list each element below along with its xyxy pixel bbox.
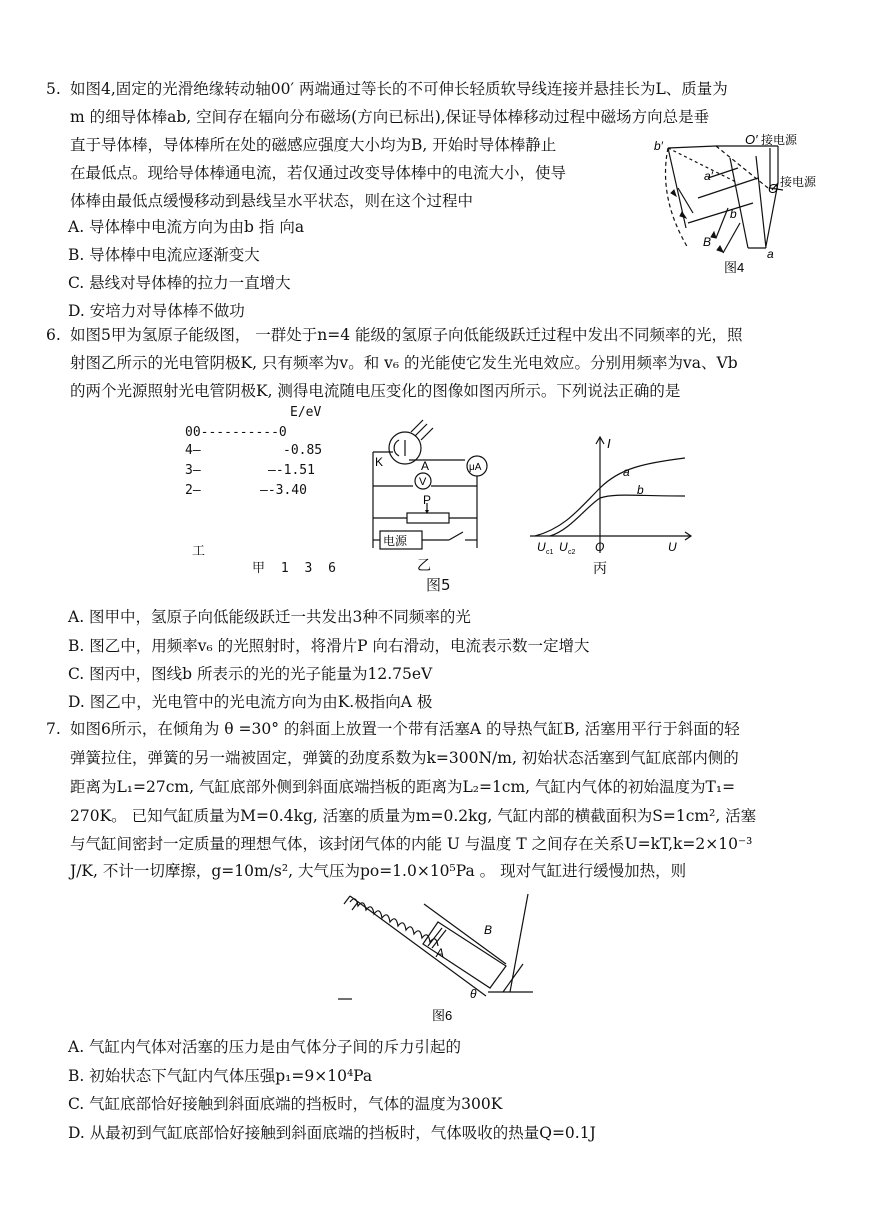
q6-option-a: A. 图甲中，氢原子向低能级跃迁一共发出3种不同频率的光 xyxy=(68,608,471,626)
jia-row-bottom: 工 xyxy=(192,544,206,559)
bing-label-b: b xyxy=(637,483,644,497)
q5-option-b: B. 导体棒中电流应逐渐变大 xyxy=(68,246,260,264)
fig6-caption: 图6 xyxy=(432,1008,453,1023)
figure-5-caption: 图5 xyxy=(426,576,451,594)
jia-caption: 甲 1 3 6 xyxy=(252,561,340,576)
q7-line-4: 270K。 已知气缸质量为M=0.4kg, 活塞的质量为m=0.2kg, 气缸内部的横截面积为S=1cm², 活塞 xyxy=(70,807,757,825)
yi-label-p: P xyxy=(423,493,432,507)
q7-number: 7. xyxy=(46,720,61,738)
jia-row3-n: 3— xyxy=(185,463,201,478)
jia-axis-label: E/eV xyxy=(290,405,322,420)
figure-5-bing xyxy=(525,428,700,578)
jia-row3-e: —-1.51 xyxy=(268,463,315,478)
q5-option-d: D. 安培力对导体棒不做功 xyxy=(68,302,245,320)
q7-option-a: A. 气缸内气体对活塞的压力是由气体分子间的斥力引起的 xyxy=(68,1038,462,1056)
figure-6 xyxy=(338,884,538,1026)
q5-line-1: 如图4,固定的光滑绝缘转动轴00′ 两端通过等长的不可伸长轻质软导线连接并悬挂长为L、质量为 xyxy=(70,80,728,98)
bing-label-uc1-sub: c1 xyxy=(546,549,554,556)
fig4-label-a-prime: a′ xyxy=(704,169,713,183)
figure-5-yi xyxy=(365,418,495,573)
fig4-label-a: a xyxy=(767,247,774,261)
figure-4 xyxy=(648,128,830,278)
q5-line-4: 在最低点。现给导体棒通电流，若仅通过改变导体棒中的电流大小，使导 xyxy=(70,164,567,182)
q5-line-5: 体棒由最低点缓慢移动到悬线呈水平状态，则在这个过程中 xyxy=(70,192,474,210)
q6-option-c: C. 图丙中，图线b 所表示的光的光子能量为12.75eV xyxy=(68,665,433,683)
jia-row2-e: —-3.40 xyxy=(260,483,307,498)
yi-label-k: K xyxy=(375,455,384,469)
bing-caption: 丙 xyxy=(593,560,607,576)
q6-option-d: D. 图乙中，光电管中的光电流方向为由K.极指向A 极 xyxy=(68,693,433,711)
jia-row2-n: 2— xyxy=(185,483,201,498)
yi-caption: 乙 xyxy=(417,557,431,573)
bing-label-uc2-sub: c2 xyxy=(568,549,576,556)
q7-line-6: J/K, 不计一切摩擦，g=10m/s², 大气压为po=1.0×10⁵Pa 。 现对气缸进行缓慢加热，则 xyxy=(70,862,687,880)
q6-line-1: 如图5甲为氢原子能级图， 一群处于n=4 能级的氢原子向低能级跃迁过程中发出不同频率的光，照 xyxy=(70,326,743,344)
jia-row4-n: 4— xyxy=(185,443,201,458)
q5-line-2: m 的细导体棒ab, 空间存在辐向分布磁场(方向已标出),保证导体棒移动过程中磁场方向总是垂 xyxy=(70,108,710,126)
fig6-label-b: B xyxy=(484,923,493,937)
fig4-label-o: O xyxy=(768,181,779,196)
bing-label-o: O xyxy=(595,540,605,554)
fig6-label-theta: θ xyxy=(470,987,477,1001)
fig4-caption: 图4 xyxy=(724,260,745,275)
q6-option-b: B. 图乙中，用频率v₆ 的光照射时，将滑片P 向右滑动，电流表示数一定增大 xyxy=(68,637,590,655)
yi-label-power: 电源 xyxy=(383,534,408,548)
yi-label-ua: μA xyxy=(469,462,482,473)
q5-option-a: A. 导体棒中电流方向为由b 指 向a xyxy=(68,218,305,236)
fig4-label-power-right: 接电源 xyxy=(780,175,817,189)
bing-label-a: a xyxy=(623,465,630,479)
bing-label-uc1: U xyxy=(537,540,546,554)
q7-line-3: 距离为L₁=27cm, 气缸底部外侧到斜面底端挡板的距离为L₂=1cm, 气缸内气体的初始温度为T₁= xyxy=(70,778,736,796)
fig4-label-power-top: 接电源 xyxy=(761,133,798,147)
q6-line-2: 射图乙所示的光电管阴极K, 只有频率为v。和 v₆ 的光能使它发生光电效应。分别用频率为va、Vb xyxy=(70,354,738,372)
bing-label-uc2: U xyxy=(559,540,568,554)
q7-option-c: C. 气缸底部恰好接触到斜面底端的挡板时，气体的温度为300K xyxy=(68,1095,503,1113)
fig4-label-b: b xyxy=(730,207,737,221)
fig6-label-a: A xyxy=(436,946,445,960)
fig4-label-o-prime: O′ xyxy=(745,132,758,147)
bing-label-i: I xyxy=(607,436,611,451)
yi-label-v: V xyxy=(419,476,427,488)
fig4-label-big-b: B xyxy=(703,235,712,249)
q7-line-1: 如图6所示，在倾角为 θ =30° 的斜面上放置一个带有活塞A 的导热气缸B, 活塞用平行于斜面的轻 xyxy=(70,720,740,738)
jia-row-inf: 00----------0 xyxy=(185,425,287,440)
q7-line-2: 弹簧拉住，弹簧的另一端被固定，弹簧的劲度系数为k=300N/m, 初始状态活塞到气缸底部内侧的 xyxy=(70,749,739,767)
q6-number: 6. xyxy=(46,326,61,344)
jia-row4-e: -0.85 xyxy=(283,443,323,458)
q5-line-3: 直于导体棒，导体棒所在处的磁感应强度大小均为B, 开始时导体棒静止 xyxy=(70,136,557,154)
bing-label-u: U xyxy=(668,540,677,554)
figure-5-jia xyxy=(180,405,350,575)
q5-number: 5. xyxy=(46,80,61,98)
q7-line-5: 与气缸间密封一定质量的理想气体，该封闭气体的内能 U 与温度 T 之间存在关系U=kT,k=2×10⁻³ xyxy=(70,835,753,853)
yi-label-a: A xyxy=(421,459,430,473)
q7-option-b: B. 初始状态下气缸内气体压强p₁=9×10⁴Pa xyxy=(68,1067,373,1085)
fig4-label-b-prime: b′ xyxy=(654,139,663,153)
q7-option-d: D. 从最初到气缸底部恰好接触到斜面底端的挡板时，气体吸收的热量Q=0.1J xyxy=(68,1124,596,1142)
q6-line-3: 的两个光源照射光电管阴极K, 测得电流随电压变化的图像如图丙所示。下列说法正确的是 xyxy=(70,382,681,400)
q5-option-c: C. 悬线对导体棒的拉力一直增大 xyxy=(68,274,291,292)
